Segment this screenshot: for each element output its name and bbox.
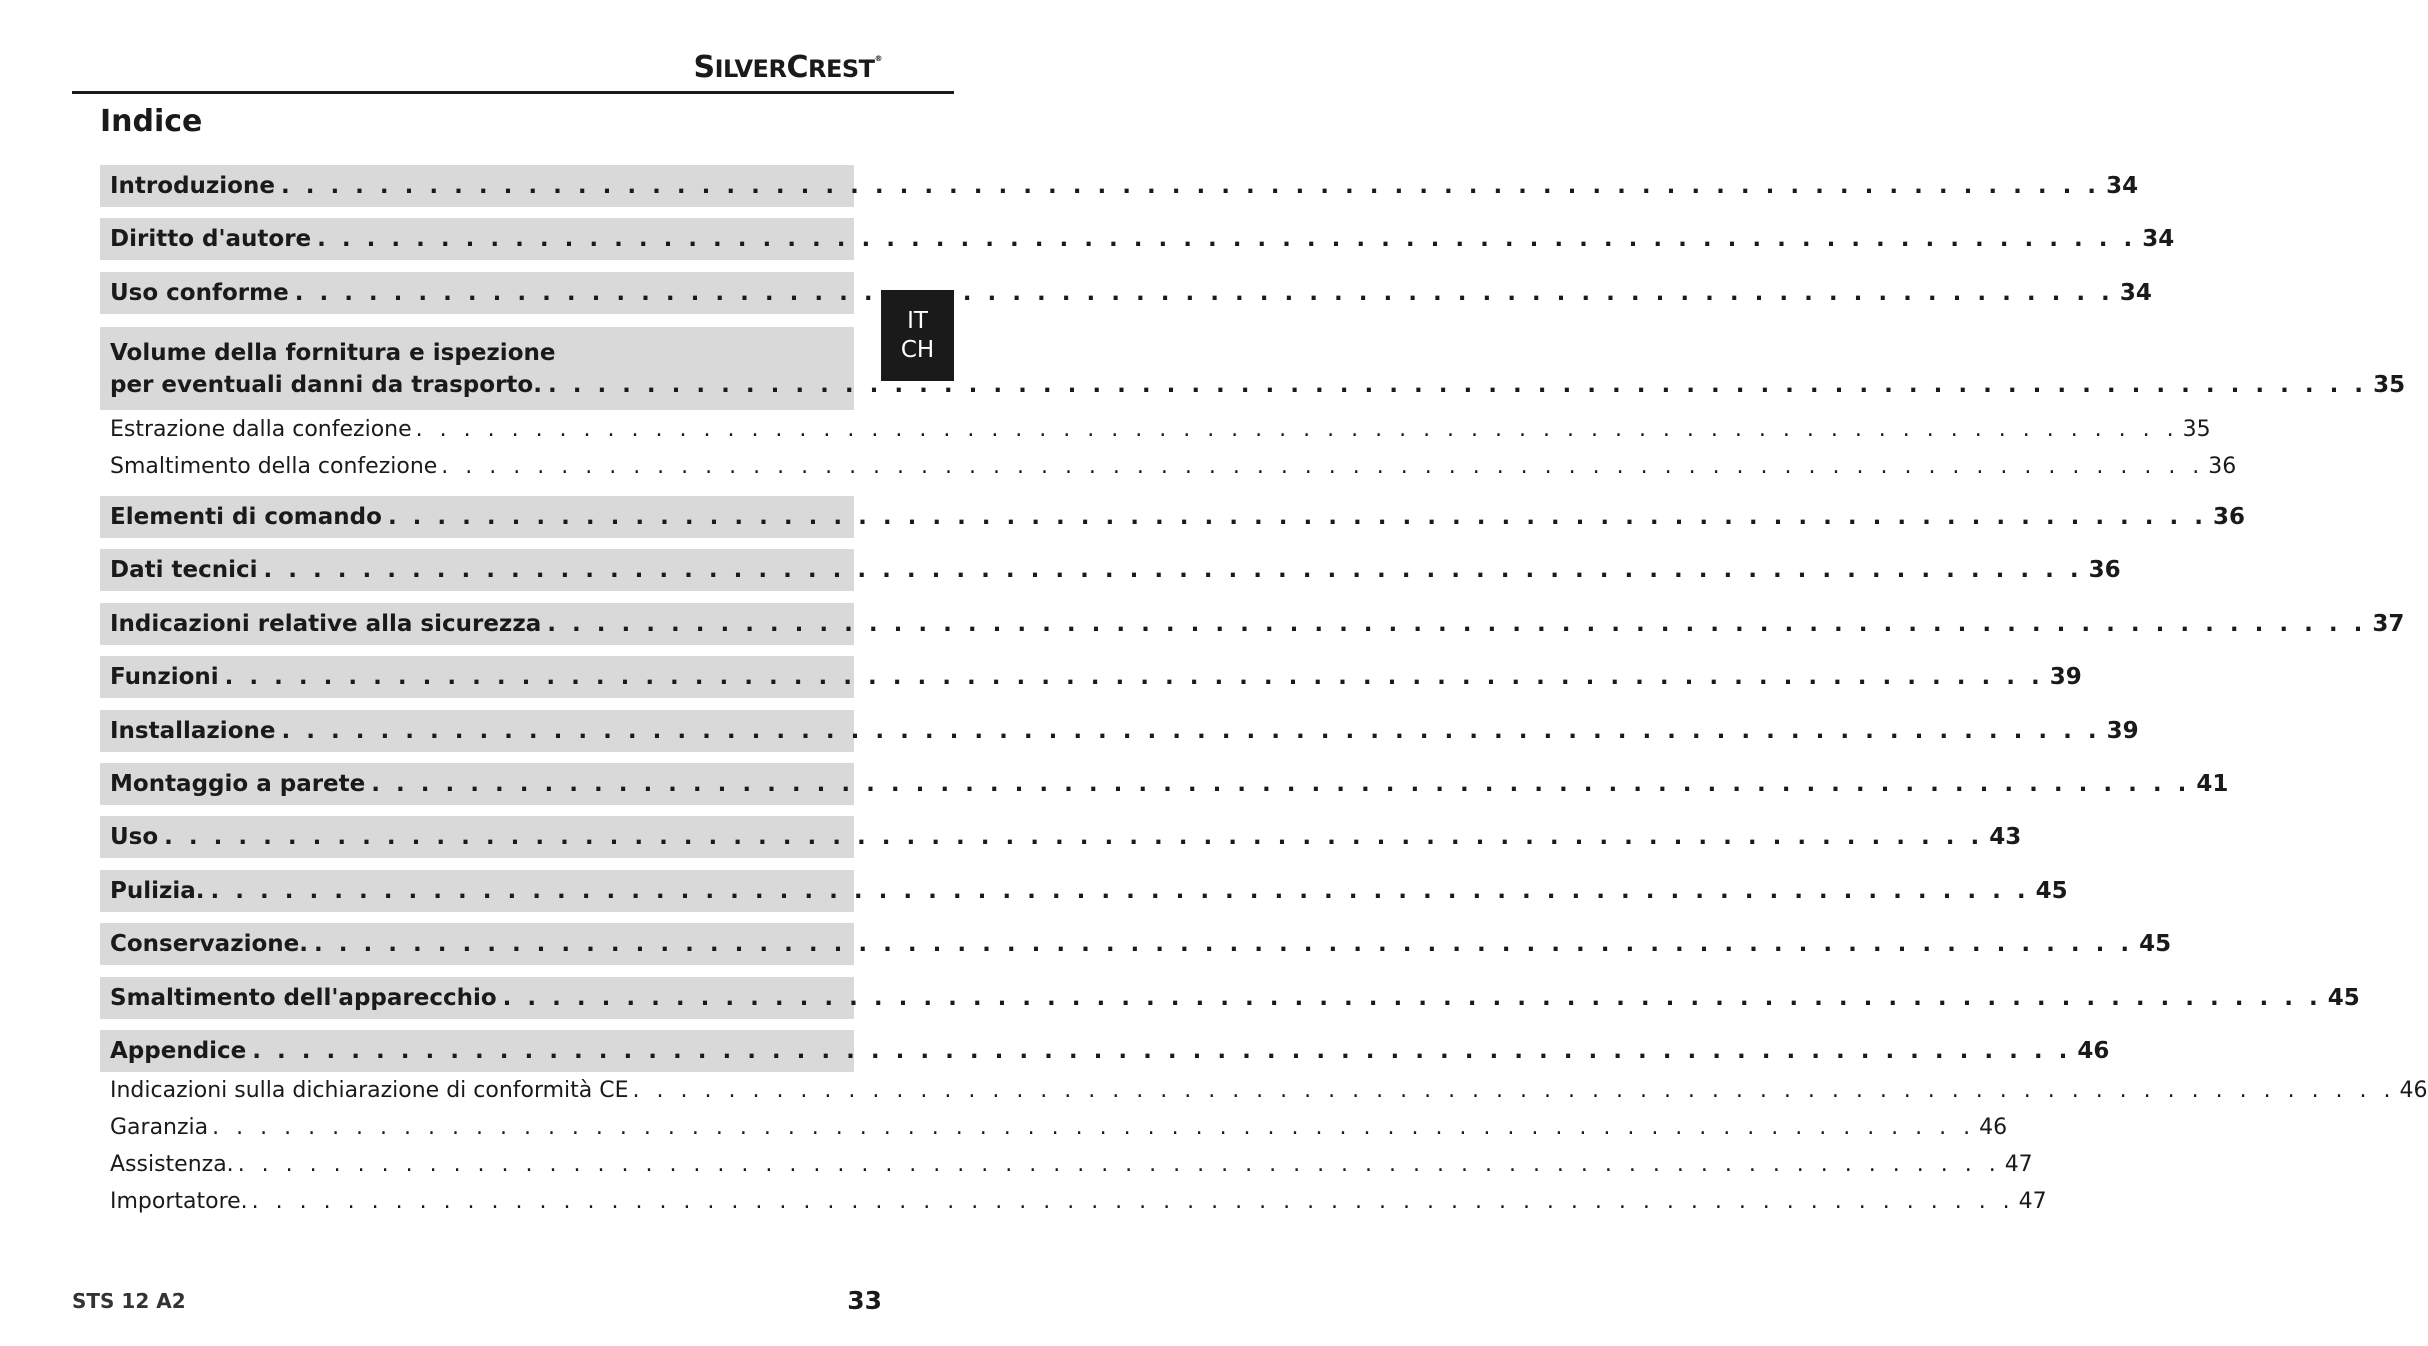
- registered-mark: ®: [874, 54, 882, 63]
- toc-subentry-garanzia[interactable]: [100, 1110, 2008, 1144]
- toc-leader: . . . . . . . . . . . . . . . . . . . . . . . . . . . . . . . . . . . . . . . . . . . . . . . . . . . . . . . . . . . . . . . . . . . . . . . . . .: [280, 173, 2101, 199]
- toc-page: 46: [2077, 1038, 2110, 1064]
- toc-entry-uso[interactable]: [100, 816, 2022, 858]
- page-title: Indice: [100, 104, 203, 139]
- toc-label: Estrazione dalla confezione: [110, 416, 412, 442]
- toc-page: 34: [2142, 226, 2175, 252]
- toc-subentry-smaltimento-confezione[interactable]: [100, 449, 2237, 483]
- toc-label: Indicazioni relative alla sicurezza: [110, 611, 542, 637]
- toc-page: 35: [2182, 416, 2211, 442]
- toc-leader: . . . . . . . . . . . . . . . . . . . . . . . . . . . . . . . . . . . . . . . . . . . . . . . . . . . . . . . . . . . . . . . . . . . . . . . . . .: [263, 557, 2083, 583]
- toc-page: 43: [1989, 824, 2022, 850]
- toc-label: Installazione: [110, 718, 276, 744]
- toc-entry-elementi-comando[interactable]: [100, 496, 2246, 538]
- toc-label: Diritto d'autore: [110, 226, 312, 252]
- toc-page: 45: [2035, 878, 2068, 904]
- toc-leader: . . . . . . . . . . . . . . . . . . . . . . . . . . . . . . . . . . . . . . . . . . . . . . . . . . . . . . . . . . . . . . . . . . . . . . . . . .: [164, 824, 1984, 850]
- toc-page: 47: [2018, 1188, 2047, 1214]
- toc-leader: . . . . . . . . . . . . . . . . . . . . . . . . . . . . . . . . . . . . . . . . . . . . . . . . . . . . . . . . . . . . . . . . . . . . . . . . . .: [371, 771, 2191, 797]
- toc-entry-installazione[interactable]: [100, 710, 2139, 752]
- page-number: 33: [847, 1286, 882, 1315]
- toc-page: 35: [2373, 371, 2406, 398]
- model-number: STS 12 A2: [72, 1289, 186, 1313]
- toc-page: 45: [2327, 985, 2360, 1011]
- toc-page: 34: [2119, 280, 2152, 306]
- toc-leader: . . . . . . . . . . . . . . . . . . . . . . . . . . . . . . . . . . . . . . . . . . . . . . . . . . . . . . . . . . . . . . . . . . . . . . . . . .: [212, 1114, 1976, 1140]
- toc-entry-introduzione[interactable]: [100, 165, 2139, 207]
- toc-label: Montaggio a parete: [110, 771, 366, 797]
- toc-leader: . . . . . . . . . . . . . . . . . . . . . . . . . . . . . . . . . . . . . . . . . . . . . . . . . . . . . . . . . . . . . . . . . . . . . . . . . .: [224, 664, 2044, 690]
- toc-entry-sicurezza[interactable]: [100, 603, 2405, 645]
- toc-label: Uso conforme: [110, 280, 289, 306]
- toc-label: Pulizia.: [110, 878, 205, 904]
- toc-page: 46: [1979, 1114, 2008, 1140]
- toc-page: 39: [2106, 718, 2139, 744]
- toc-label: Garanzia: [110, 1114, 209, 1140]
- toc-label: per eventuali danni da trasporto.: [110, 371, 542, 398]
- brand-text: ILVER: [714, 55, 787, 83]
- toc-label: Funzioni: [110, 664, 219, 690]
- toc-label: Smaltimento della confezione: [110, 453, 438, 479]
- brand-letter: C: [786, 50, 808, 85]
- toc-leader: . . . . . . . . . . . . . . . . . . . . . . . . . . . . . . . . . . . . . . . . . . . . . . . . . . . . . . . . . . . . . . . . . . . . . . . . . .: [237, 1151, 2001, 1177]
- toc-leader: . . . . . . . . . . . . . . . . . . . . . . . . . . . . . . . . . . . . . . . . . . . . . . . . . . . . . . . . . . . . . . . . . . . . . . . . . .: [547, 611, 2367, 637]
- toc-entry-smaltimento-apparecchio[interactable]: [100, 977, 2360, 1019]
- toc-label: Dati tecnici: [110, 557, 258, 583]
- toc-leader: . . . . . . . . . . . . . . . . . . . . . . . . . . . . . . . . . . . . . . . . . . . . . . . . . . . . . . . . . . . . . . . . . . . . . . . . . .: [547, 371, 2368, 398]
- toc-subentry-dichiarazione-ce[interactable]: [100, 1073, 2428, 1107]
- toc-entry-diritto-autore[interactable]: [100, 218, 2175, 260]
- language-code-ch: CH: [900, 336, 935, 363]
- header-rule: [72, 91, 954, 94]
- toc-page: 46: [2399, 1077, 2428, 1103]
- toc-leader: . . . . . . . . . . . . . . . . . . . . . . . . . . . . . . . . . . . . . . . . . . . . . . . . . . . . . . . . . . . . . . . . . . . . . . . . . .: [441, 453, 2205, 479]
- toc-page: 47: [2004, 1151, 2033, 1177]
- toc-entry-montaggio-parete[interactable]: [100, 763, 2229, 805]
- toc-label: Conservazione.: [110, 931, 308, 957]
- toc-entry-conservazione[interactable]: [100, 923, 2172, 965]
- toc-label: Introduzione: [110, 173, 275, 199]
- toc-entry-uso-conforme[interactable]: [100, 272, 2152, 314]
- toc-label-line1: Volume della fornitura e ispezione: [110, 339, 556, 366]
- toc-leader: . . . . . . . . . . . . . . . . . . . . . . . . . . . . . . . . . . . . . . . . . . . . . . . . . . . . . . . . . . . . . . . . . . . . . . . . . .: [281, 718, 2101, 744]
- toc-leader: . . . . . . . . . . . . . . . . . . . . . . . . . . . . . . . . . . . . . . . . . . . . . . . . . . . . . . . . . . . . . . . . . . . . . . . . . .: [415, 416, 2179, 442]
- toc-subentry-assistenza[interactable]: [100, 1147, 2033, 1181]
- toc-entry-funzioni[interactable]: [100, 656, 2082, 698]
- toc-leader: . . . . . . . . . . . . . . . . . . . . . . . . . . . . . . . . . . . . . . . . . . . . . . . . . . . . . . . . . . . . . . . . . . . . . . . . . .: [632, 1077, 2396, 1103]
- toc-page: 36: [2208, 453, 2237, 479]
- toc-leader: . . . . . . . . . . . . . . . . . . . . . . . . . . . . . . . . . . . . . . . . . . . . . . . . . . . . . . . . . . . . . . . . . . . . . . . . . .: [210, 878, 2030, 904]
- toc-page: 39: [2049, 664, 2082, 690]
- toc-entry-dati-tecnici[interactable]: [100, 549, 2121, 591]
- toc-label: Assistenza.: [110, 1151, 234, 1177]
- toc-leader: . . . . . . . . . . . . . . . . . . . . . . . . . . . . . . . . . . . . . . . . . . . . . . . . . . . . . . . . . . . . . . . . . . . . . . . . . .: [502, 985, 2322, 1011]
- toc-leader: . . . . . . . . . . . . . . . . . . . . . . . . . . . . . . . . . . . . . . . . . . . . . . . . . . . . . . . . . . . . . . . . . . . . . . . . . .: [294, 280, 2114, 306]
- toc-subentry-estrazione[interactable]: [100, 412, 2211, 446]
- toc-page: 37: [2372, 611, 2405, 637]
- toc-leader: . . . . . . . . . . . . . . . . . . . . . . . . . . . . . . . . . . . . . . . . . . . . . . . . . . . . . . . . . . . . . . . . . . . . . . . . . .: [387, 504, 2208, 530]
- brand-text: REST: [807, 55, 875, 83]
- toc-leader: . . . . . . . . . . . . . . . . . . . . . . . . . . . . . . . . . . . . . . . . . . . . . . . . . . . . . . . . . . . . . . . . . . . . . . . . . .: [251, 1188, 2015, 1214]
- toc-label: Appendice: [110, 1038, 247, 1064]
- toc-label: Uso: [110, 824, 159, 850]
- toc-leader: . . . . . . . . . . . . . . . . . . . . . . . . . . . . . . . . . . . . . . . . . . . . . . . . . . . . . . . . . . . . . . . . . . . . . . . . . .: [313, 931, 2134, 957]
- toc-page: 41: [2196, 771, 2229, 797]
- toc-page: 36: [2213, 504, 2246, 530]
- toc-subentry-importatore[interactable]: [100, 1184, 2047, 1218]
- language-code-it: IT: [907, 307, 928, 334]
- toc-label: Smaltimento dell'apparecchio: [110, 985, 497, 1011]
- toc-entry-appendice[interactable]: [100, 1030, 2110, 1072]
- toc-entry-pulizia[interactable]: [100, 870, 2068, 912]
- toc-label: Indicazioni sulla dichiarazione di conformità CE: [110, 1077, 629, 1103]
- toc-label: Importatore.: [110, 1188, 248, 1214]
- toc-page: 45: [2139, 931, 2172, 957]
- toc-leader: . . . . . . . . . . . . . . . . . . . . . . . . . . . . . . . . . . . . . . . . . . . . . . . . . . . . . . . . . . . . . . . . . . . . . . . . . .: [317, 226, 2137, 252]
- brand-letter: S: [693, 50, 715, 85]
- toc-label: Elementi di comando: [110, 504, 382, 530]
- toc-page: 36: [2088, 557, 2121, 583]
- toc-page: 34: [2106, 173, 2139, 199]
- brand-logo: [693, 50, 882, 85]
- toc-leader: . . . . . . . . . . . . . . . . . . . . . . . . . . . . . . . . . . . . . . . . . . . . . . . . . . . . . . . . . . . . . . . . . . . . . . . . . .: [252, 1038, 2072, 1064]
